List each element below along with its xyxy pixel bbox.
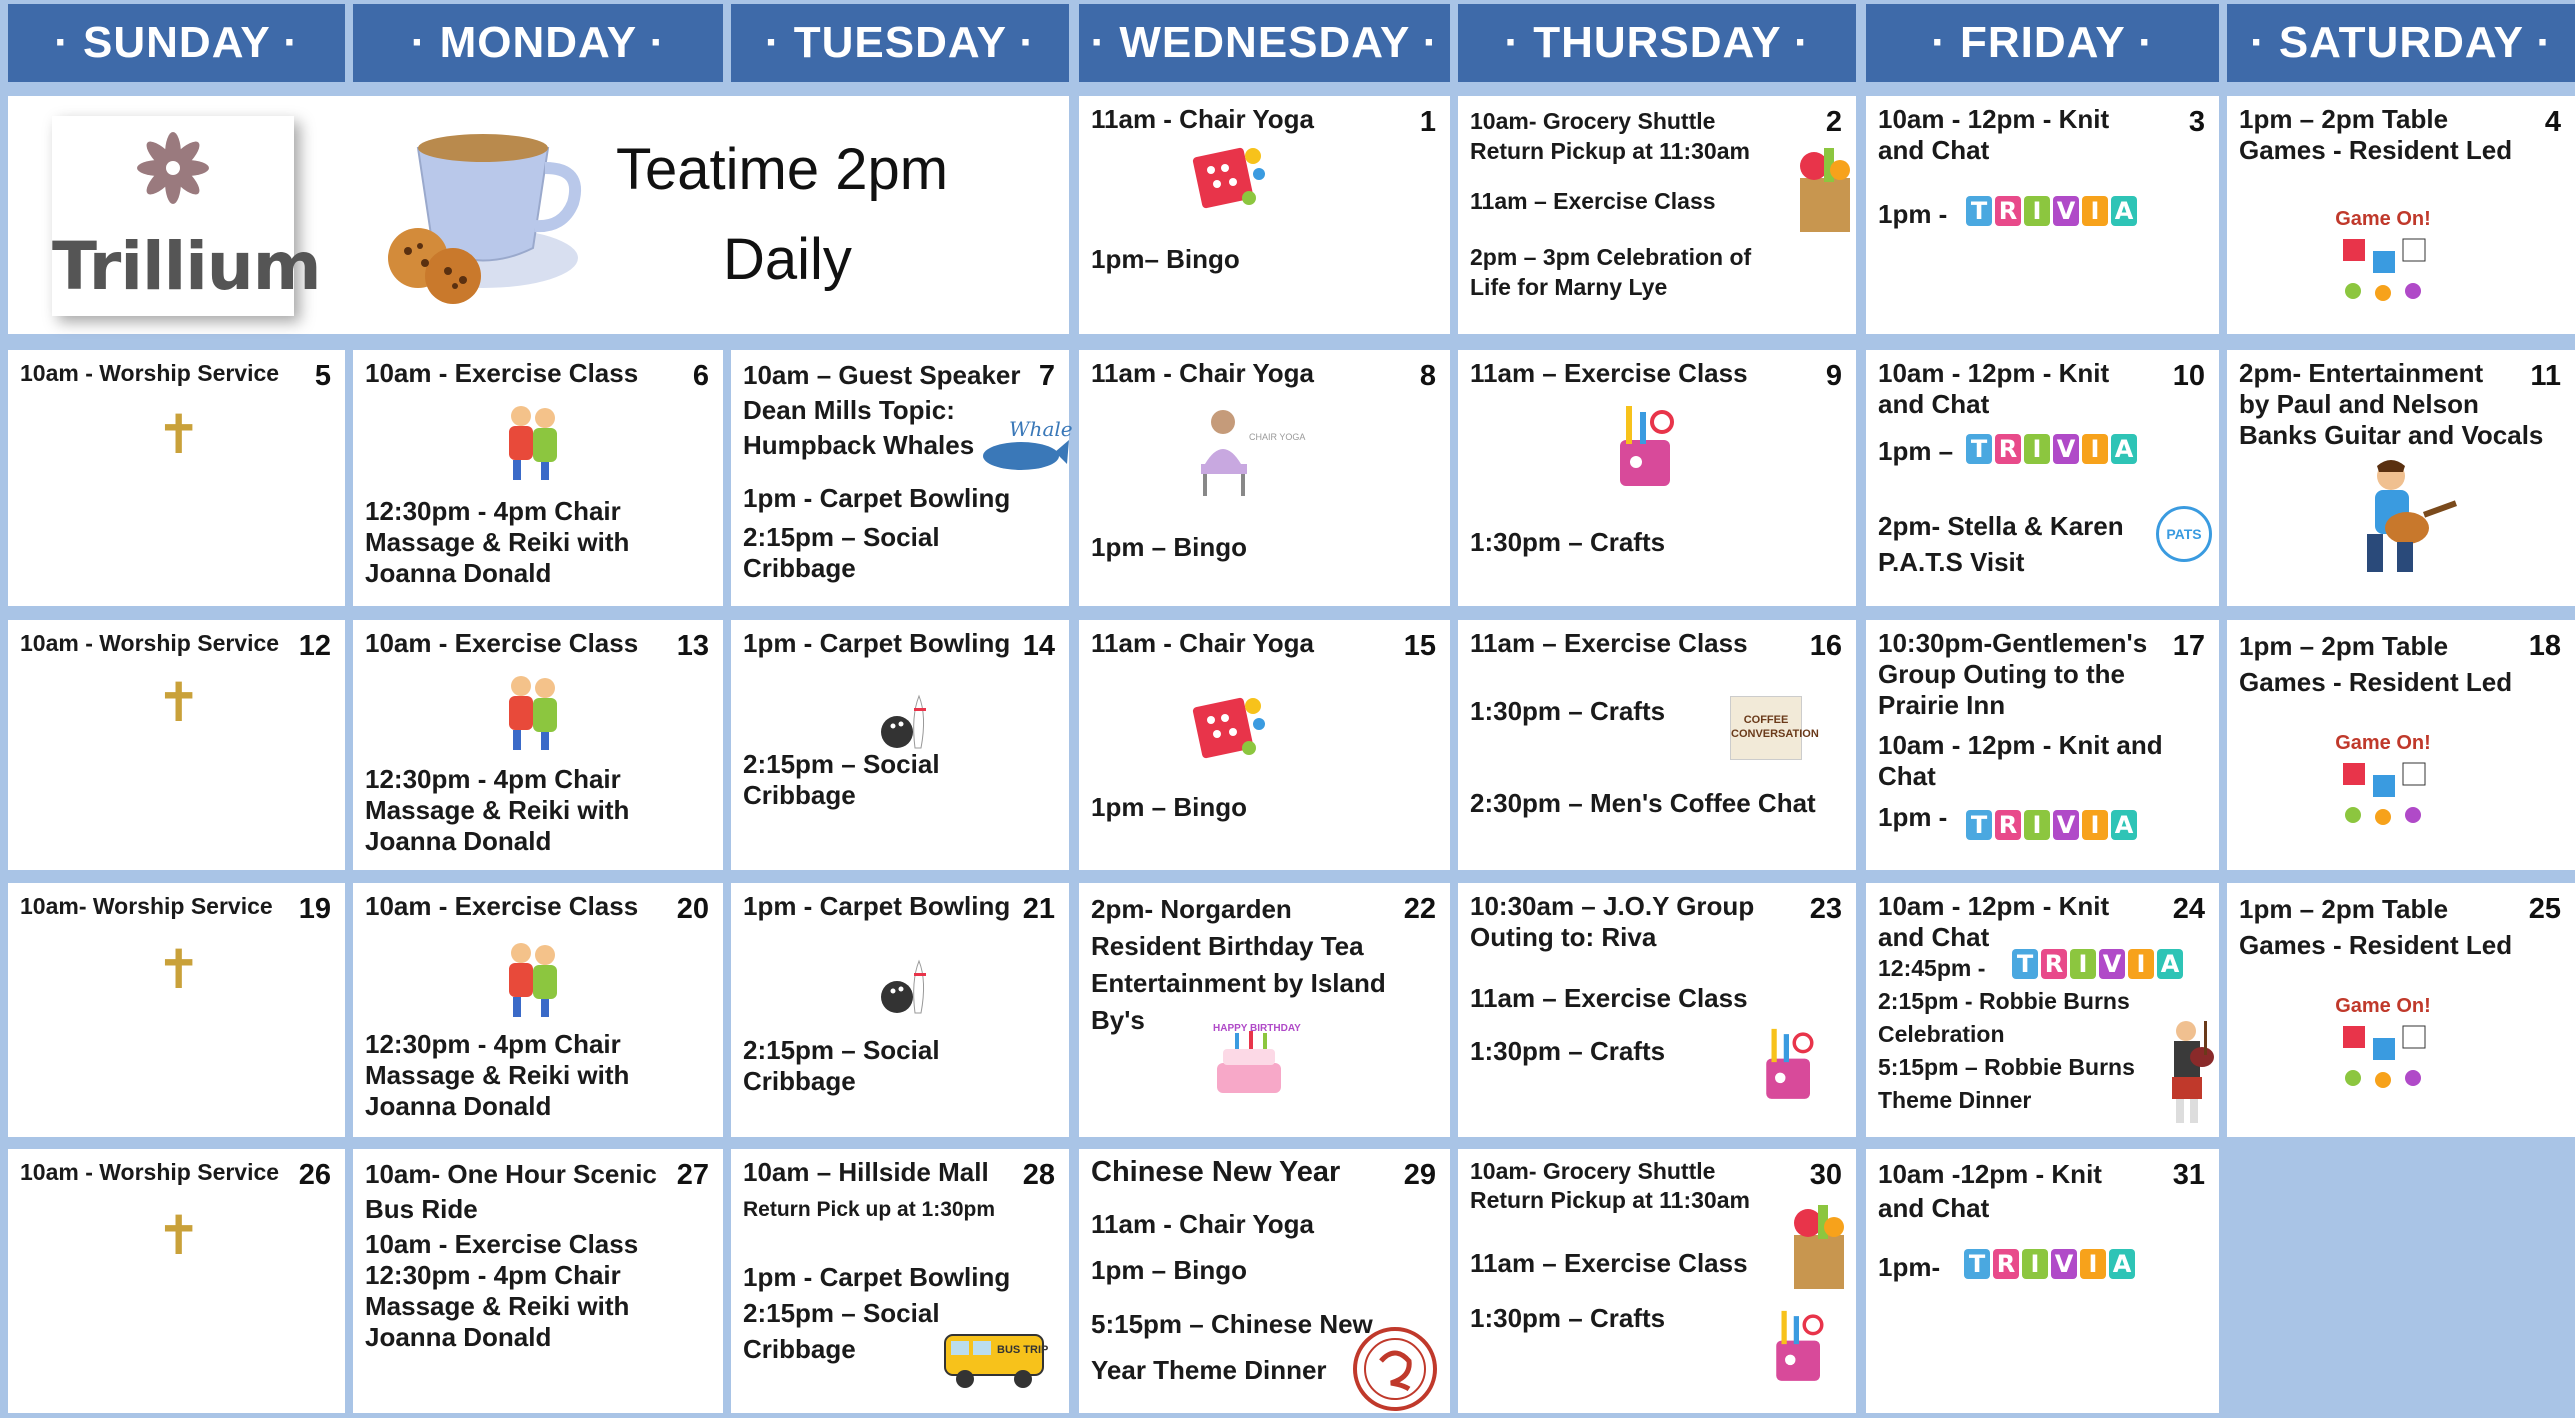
- event: 11am - Chair Yoga: [1091, 104, 1315, 134]
- cross-icon: ✝: [156, 671, 202, 734]
- day-number: 6: [692, 360, 709, 392]
- event: 10:30pm-Gentlemen's Group Outing to the Prairie Inn: [1878, 628, 2148, 720]
- day-cell-11[interactable]: [2227, 350, 2575, 606]
- event: 12:30pm - 4pm Chair Massage & Reiki with Joanna Donald: [365, 1029, 630, 1121]
- trillium-flower-icon: [133, 128, 213, 208]
- day-cell-7[interactable]: [731, 350, 1073, 606]
- event: 10am - 12pm - Knit and Chat: [1878, 104, 2110, 165]
- grocery-bag-icon: [1788, 1201, 1850, 1296]
- day-number: 29: [1403, 1159, 1436, 1191]
- day-number: 8: [1419, 360, 1436, 392]
- day-number: 9: [1825, 360, 1842, 392]
- event: 1pm –: [1878, 436, 1954, 466]
- teatime-line2: Daily: [723, 227, 852, 292]
- event: 11am – Exercise Class: [1470, 983, 1748, 1013]
- guitar-player-icon: [2337, 458, 2457, 583]
- svg-text:Whale: Whale: [1009, 417, 1073, 441]
- event: 2:15pm – Social Cribbage: [743, 522, 940, 583]
- event: Chinese New Year: [1091, 1156, 1341, 1188]
- event: Return Pick up at 1:30pm: [743, 1198, 996, 1221]
- exercise-icon: [493, 672, 573, 757]
- header-saturday: · SATURDAY ·: [2227, 4, 2575, 82]
- event: 2pm – 3pm Celebration of Life for Marny Lye: [1470, 244, 1752, 300]
- day-cell-29[interactable]: [1079, 1149, 1450, 1413]
- event: 1pm - Carpet Bowling: [743, 483, 1011, 513]
- event: 12:30pm - 4pm Chair Massage & Reiki with Joanna Donald: [365, 496, 630, 588]
- day-number: 28: [1022, 1159, 1055, 1191]
- day-cell-9[interactable]: [1458, 350, 1856, 606]
- day-number: 31: [2172, 1159, 2205, 1191]
- event: 10am – Hillside Mall: [743, 1157, 989, 1187]
- event: 1pm -: [1878, 802, 1948, 832]
- header-friday: · FRIDAY ·: [1866, 4, 2219, 82]
- day-cell-17[interactable]: [1866, 620, 2219, 870]
- event: 1pm-: [1878, 1252, 1941, 1282]
- trivia-icon: T R I V I A: [2012, 949, 2183, 979]
- header-monday: · MONDAY ·: [353, 4, 723, 82]
- event: 2pm- Stella & Karen P.A.T.S Visit: [1878, 511, 2124, 577]
- svg-text:CHAIR YOGA: CHAIR YOGA: [1249, 432, 1306, 442]
- bus-trip-icon: [941, 1325, 1049, 1398]
- event: 11am - Chair Yoga: [1091, 1209, 1315, 1239]
- day-number: 5: [314, 360, 331, 392]
- event: 1:30pm – Crafts: [1470, 1303, 1666, 1333]
- event: 10am- Grocery Shuttle Return Pickup at 11:30am: [1470, 108, 1750, 164]
- trivia-icon: T R I V I A: [1964, 1249, 2135, 1279]
- day-number: 18: [2528, 630, 2561, 662]
- event: 10am - Exercise Class: [365, 628, 639, 658]
- day-number: 30: [1809, 1159, 1842, 1191]
- day-cell-22[interactable]: [1079, 883, 1450, 1137]
- event: 10am- Worship Service: [20, 893, 273, 919]
- birthday-cake-icon: [1199, 1023, 1299, 1108]
- event: 12:30pm - 4pm Chair Massage & Reiki with Joanna Donald: [365, 764, 630, 856]
- day-cell-3[interactable]: [1866, 96, 2219, 334]
- event: 2pm- Norgarden Resident Birthday Tea Entertainment by Island By's: [1091, 894, 1386, 1035]
- day-number: 24: [2172, 893, 2205, 925]
- day-cell-23[interactable]: [1458, 883, 1856, 1137]
- event: 11am – Exercise Class: [1470, 1248, 1748, 1278]
- day-cell-14[interactable]: [731, 620, 1069, 870]
- event: 11am – Exercise Class: [1470, 628, 1748, 658]
- day-cell-5[interactable]: [8, 350, 345, 606]
- event: 10am - Worship Service: [20, 360, 280, 386]
- chinese-new-year-icon: [1351, 1325, 1439, 1418]
- header-sunday: · SUNDAY ·: [8, 4, 345, 82]
- day-cell-1[interactable]: [1079, 96, 1450, 334]
- event: 5:15pm – Chinese New Year Theme Dinner: [1091, 1309, 1373, 1385]
- day-cell-20[interactable]: [353, 883, 723, 1137]
- day-number: 23: [1809, 893, 1842, 925]
- day-cell-21[interactable]: [731, 883, 1069, 1137]
- crafts-icon: [1606, 400, 1686, 495]
- coffee-icon: COFFEE CONVERSATION: [1730, 696, 1802, 760]
- day-cell-15[interactable]: [1079, 620, 1450, 870]
- game-on-icon: Game On!: [2323, 208, 2443, 318]
- day-number: 10: [2172, 360, 2205, 392]
- trivia-icon: T R I V I A: [1966, 810, 2137, 840]
- event: 10am – Guest Speaker Dean Mills Topic: Humpback Whales: [743, 360, 1021, 460]
- event: 1pm - Carpet Bowling 2:15pm – Social Cribbage: [743, 1262, 1011, 1364]
- day-cell-28[interactable]: [731, 1149, 1069, 1413]
- cross-icon: ✝: [156, 1204, 202, 1267]
- day-cell-2[interactable]: [1458, 96, 1856, 334]
- event: 10am- One Hour Scenic Bus Ride: [365, 1159, 657, 1224]
- day-cell-19[interactable]: [8, 883, 345, 1137]
- bowling-icon: [875, 951, 935, 1026]
- trillium-logo-text: Trillium: [52, 228, 321, 305]
- bingo-icon: [1189, 688, 1269, 768]
- day-number: 1: [1419, 106, 1436, 138]
- event: 10am - 12pm - Knit and Chat: [1878, 358, 2110, 419]
- event: 1:30pm – Crafts: [1470, 527, 1666, 557]
- header-wednesday: · WEDNESDAY ·: [1079, 4, 1450, 82]
- day-number: 22: [1403, 893, 1436, 925]
- event: 11am – Exercise Class: [1470, 358, 1748, 388]
- day-cell-18[interactable]: [2227, 620, 2575, 870]
- event: 1:30pm – Crafts: [1470, 696, 1666, 726]
- trivia-icon: T R I V I A: [1966, 434, 2137, 464]
- header-thursday: · THURSDAY ·: [1458, 4, 1856, 82]
- day-number: 25: [2528, 893, 2561, 925]
- bagpiper-icon: [2156, 1017, 2218, 1132]
- event: 10am- Grocery Shuttle Return Pickup at 11:30am: [1470, 1158, 1750, 1213]
- day-number: 13: [676, 630, 709, 662]
- event: 10am - Exercise Class: [365, 358, 639, 388]
- day-cell-24[interactable]: [1866, 883, 2219, 1137]
- day-number: 3: [2188, 106, 2205, 138]
- day-cell-27[interactable]: [353, 1149, 723, 1413]
- day-cell-31[interactable]: [1866, 1149, 2219, 1413]
- day-cell-10[interactable]: [1866, 350, 2219, 606]
- event: 12:45pm -: [1878, 955, 1986, 981]
- crafts-icon: [1754, 1021, 1824, 1110]
- pats-dog-icon: PATS: [2156, 506, 2212, 562]
- event: 1pm – Bingo: [1091, 792, 1248, 822]
- event: 11am – Exercise Class: [1470, 188, 1716, 214]
- day-number: 26: [298, 1159, 331, 1191]
- whale-icon: [981, 406, 1073, 487]
- exercise-icon: [493, 402, 573, 487]
- event: 1:30pm – Crafts: [1470, 1036, 1666, 1066]
- day-cell-16[interactable]: [1458, 620, 1856, 870]
- event: 10am - 12pm - Knit and Chat: [1878, 730, 2163, 791]
- day-number: 27: [676, 1159, 709, 1191]
- event: 1pm - Carpet Bowling: [743, 628, 1011, 658]
- event: 10am - Exercise Class 12:30pm - 4pm Chair Massage & Reiki with Joanna Donald: [365, 1229, 639, 1352]
- day-cell-30[interactable]: [1458, 1149, 1856, 1413]
- event: 1pm – 2pm Table Games - Resident Led: [2239, 631, 2513, 697]
- event: 1pm – Bingo: [1091, 1255, 1248, 1285]
- day-number: 15: [1403, 630, 1436, 662]
- event: 1pm – 2pm Table Games - Resident Led: [2239, 104, 2513, 165]
- day-cell-26[interactable]: [8, 1149, 345, 1413]
- cross-icon: ✝: [156, 938, 202, 1001]
- day-number: 7: [1038, 360, 1055, 392]
- game-on-icon: Game On!: [2323, 732, 2443, 842]
- trillium-logo: [52, 116, 321, 316]
- event: 10am - Exercise Class: [365, 891, 639, 921]
- event: 2:15pm – Social Cribbage: [743, 1035, 940, 1096]
- exercise-icon: [493, 939, 573, 1024]
- trivia-icon: T R I V I A: [1966, 196, 2137, 226]
- event: 2:15pm - Robbie Burns Celebration 5:15pm – Robbie Burns Theme Dinner: [1878, 988, 2135, 1113]
- day-cell-8[interactable]: [1079, 350, 1450, 606]
- event: 10am -12pm - Knit and Chat: [1878, 1159, 2102, 1223]
- bingo-icon: [1189, 138, 1269, 218]
- grocery-bag-icon: [1794, 144, 1856, 239]
- svg-text:HAPPY BIRTHDAY: HAPPY BIRTHDAY: [1213, 1023, 1301, 1034]
- day-cell-13[interactable]: [353, 620, 723, 870]
- event: 10am - Worship Service: [20, 1159, 280, 1185]
- day-number: 19: [298, 893, 331, 925]
- day-number: 17: [2172, 630, 2205, 662]
- event: 11am - Chair Yoga: [1091, 628, 1315, 658]
- day-cell-25[interactable]: [2227, 883, 2575, 1137]
- event: 11am - Chair Yoga: [1091, 358, 1315, 388]
- game-on-icon: Game On!: [2323, 995, 2443, 1105]
- banner: [8, 96, 1069, 334]
- day-cell-12[interactable]: [8, 620, 345, 870]
- day-number: 2: [1825, 106, 1842, 138]
- day-number: 11: [2530, 360, 2561, 392]
- day-number: 14: [1022, 630, 1055, 662]
- event: 1pm – 2pm Table Games - Resident Led: [2239, 894, 2513, 960]
- event: 10am - Worship Service: [20, 630, 280, 656]
- event: 2:15pm – Social Cribbage: [743, 749, 940, 810]
- event: 10am - 12pm - Knit and Chat: [1878, 891, 2110, 952]
- event: 1pm – Bingo: [1091, 532, 1248, 562]
- yoga-icon: [1191, 404, 1306, 505]
- event: 1pm– Bingo: [1091, 244, 1240, 274]
- day-number: 20: [676, 893, 709, 925]
- day-number: 12: [298, 630, 331, 662]
- day-cell-6[interactable]: [353, 350, 723, 606]
- teacup-icon: [373, 108, 583, 308]
- day-cell-4[interactable]: [2227, 96, 2575, 334]
- day-number: 4: [2544, 106, 2561, 138]
- header-tuesday: · TUESDAY ·: [731, 4, 1069, 82]
- event: 2:30pm – Men's Coffee Chat: [1470, 788, 1816, 818]
- event: 1pm -: [1878, 199, 1948, 229]
- day-number: 16: [1809, 630, 1842, 662]
- cross-icon: ✝: [156, 403, 202, 466]
- day-number: 21: [1022, 893, 1055, 925]
- svg-text:BUS TRIP: BUS TRIP: [997, 1344, 1049, 1356]
- event: 2pm- Entertainment by Paul and Nelson Banks Guitar and Vocals: [2239, 358, 2544, 450]
- event: 10:30am – J.O.Y Group Outing to: Riva: [1470, 891, 1755, 952]
- event: 1pm - Carpet Bowling: [743, 891, 1011, 921]
- teatime-line1: Teatime 2pm: [616, 137, 949, 202]
- crafts-icon: [1764, 1303, 1834, 1392]
